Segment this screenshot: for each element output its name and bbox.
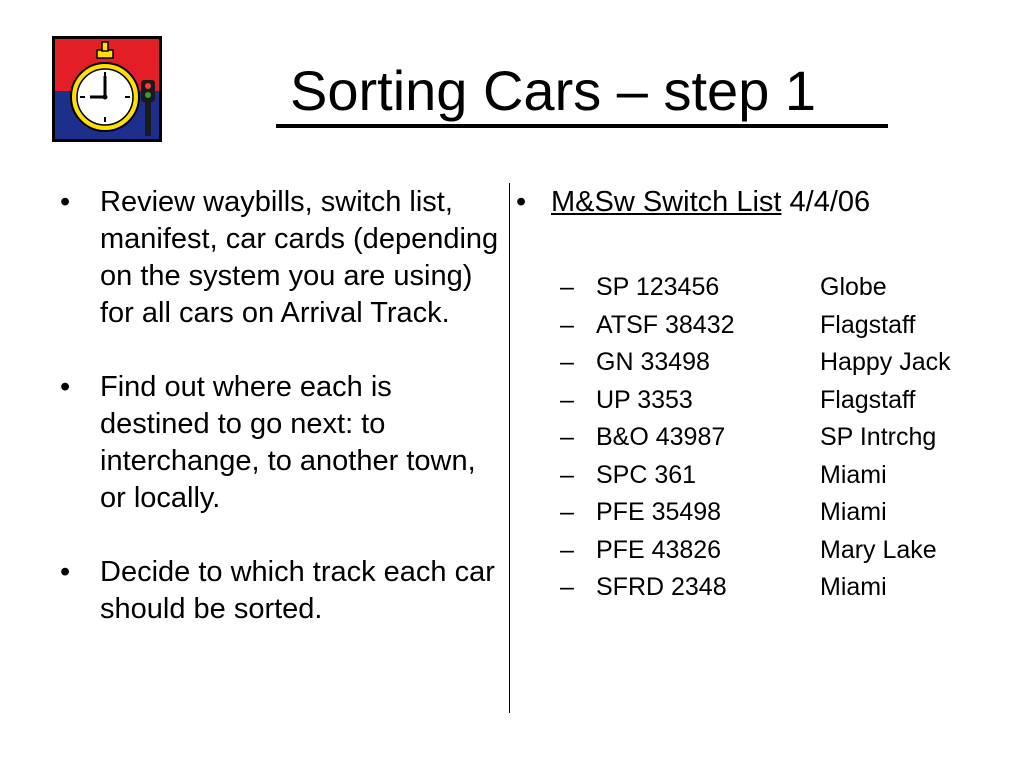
- dash-icon: –: [560, 385, 574, 414]
- switch-list-date: 4/4/06: [789, 186, 871, 218]
- car-id: ATSF 38432: [596, 310, 735, 339]
- car-id: UP 3353: [596, 385, 693, 414]
- car-id: SP 123456: [596, 273, 720, 301]
- stopwatch-logo: [52, 36, 162, 142]
- list-item-text: Decide to which track each car should be sorted.: [100, 556, 495, 625]
- dash-icon: –: [560, 573, 574, 601]
- list-item: [60, 369, 500, 517]
- car-id: SFRD 2348: [596, 573, 727, 601]
- car-id: B&O 43987: [596, 423, 726, 451]
- car-id: PFE 35498: [596, 498, 722, 526]
- dash-icon: –: [560, 310, 574, 339]
- switch-list-link[interactable]: M&Sw Switch List: [551, 186, 782, 218]
- dash-icon: –: [560, 423, 574, 451]
- list-item-text: Review waybills, switch list, manifest, car cards (depending on the system you are using) for all cars on Arrival Track.: [100, 186, 499, 329]
- car-destination: Happy Jack: [820, 348, 951, 376]
- list-item-text: Find out where each is destined to go next: to interchange, to another town, or locally.: [100, 371, 476, 514]
- car-id: GN 33498: [596, 348, 710, 376]
- bullet-icon: •: [60, 556, 71, 588]
- switch-list-heading: [516, 184, 870, 221]
- dash-icon: –: [560, 348, 574, 376]
- car-destination: Miami: [820, 573, 887, 601]
- slide-title: Sorting Cars – step 1: [290, 59, 817, 122]
- list-item: [60, 554, 500, 628]
- title-underline: [276, 124, 888, 128]
- car-destination: Mary Lake: [820, 535, 937, 564]
- dash-icon: –: [560, 273, 574, 301]
- bullet-icon: •: [60, 186, 71, 218]
- car-destination: SP Intrchg: [820, 423, 937, 451]
- list-item: [60, 184, 500, 332]
- dash-icon: –: [560, 535, 574, 564]
- dash-icon: –: [560, 460, 574, 489]
- bullet-icon: •: [516, 186, 527, 218]
- column-divider: [509, 183, 510, 713]
- stopwatch-signal-icon: [52, 36, 162, 142]
- car-destination: Flagstaff: [820, 385, 916, 414]
- car-id: SPC 361: [596, 460, 697, 489]
- car-destination: Flagstaff: [820, 310, 916, 339]
- bullet-icon: •: [60, 371, 71, 403]
- dash-icon: –: [560, 498, 574, 526]
- car-destination: Miami: [820, 460, 887, 489]
- car-destination: Globe: [820, 273, 887, 301]
- left-bullet-list: [60, 184, 500, 665]
- car-destination: Miami: [820, 498, 887, 526]
- car-id: PFE 43826: [596, 535, 722, 564]
